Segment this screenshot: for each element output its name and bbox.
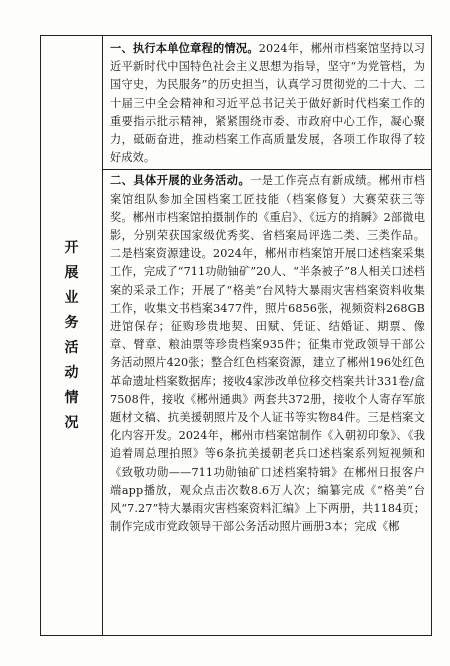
row-label-cell (41, 36, 103, 635)
activity-table (40, 35, 432, 636)
row-label: 开展业务活动情况 (64, 239, 79, 431)
content-cell (103, 36, 431, 635)
section-heading: 二、具体开展的业务活动。 (110, 173, 251, 188)
section-body: 2024年，郴州市档案馆坚持以习近平新时代中国特色社会主义思想为指导，坚守“为党管档，为国守史，为民服务”的历史担当，认真学习贯彻党的二十大、二十届三中全会精神和习近平总书记关于做好新时代档案工作的重要指示批示精神，紧紧围绕市委、市政府中心工作，凝心聚力，砥砺奋进，推动档案工作高质量发展，各项工作取得了较好成效。 (110, 42, 425, 165)
section-heading: 一、执行本单位章程的情况。 (110, 41, 259, 55)
section-body: 一是工作亮点有新成绩。郴州市档案馆组队参加全国档案工匠技能（档案修复）大赛荣获三等奖。郴州市档案馆拍摄制作的《重启》、《远方的捎瞬》2部微电影，分别荣获国家级优秀奖、省档案局评选二类、三类作品。二是档案资源建设。2024年，郴州市档案馆开展口述档案采集工作，完成了“711功勋铀矿”20人、“半条被子”8人相关口述档案的采录工作；开展了“格美”台风特大暴雨灾害档案资料收集工作，收集文书档案3477件，照片6856张，视频资料268GB进馆保存；征购珍贵地契、田赋、凭证、结婚证、期票、像章、臂章、粮油票等珍贵档案935件；征集市党政领导干部公务活动照片420张；整合红色档案资源，建立了郴州196处红色革命遗址档案数据库；接收4家涉改单位移交档案共计331卷/盒7508件，接收《郴州通典》两套共372册，接收个人寄存军旅题材文稿、抗美援朝照片及个人证书等实物84件。三是档案文化内容开发。2024年，郴州市档案馆制作《入朝初印象》、《我追着周总理拍照》等6条抗美援朝老兵口述档案系列短视频和《致敬功勋——711功勋铀矿口述档案特辑》在郴州日报客户端app播放，观众点击次数8.6万人次；编纂完成《“格美”台风“7.27”特大暴雨灾害档案资料汇编》上下两册，共1184页；制作完成市党政领导干部公务活动照片画册3本；完成《郴 (110, 174, 425, 534)
section-divider (103, 169, 431, 170)
section-business-activities (110, 171, 425, 536)
section-charter-execution (110, 39, 425, 167)
